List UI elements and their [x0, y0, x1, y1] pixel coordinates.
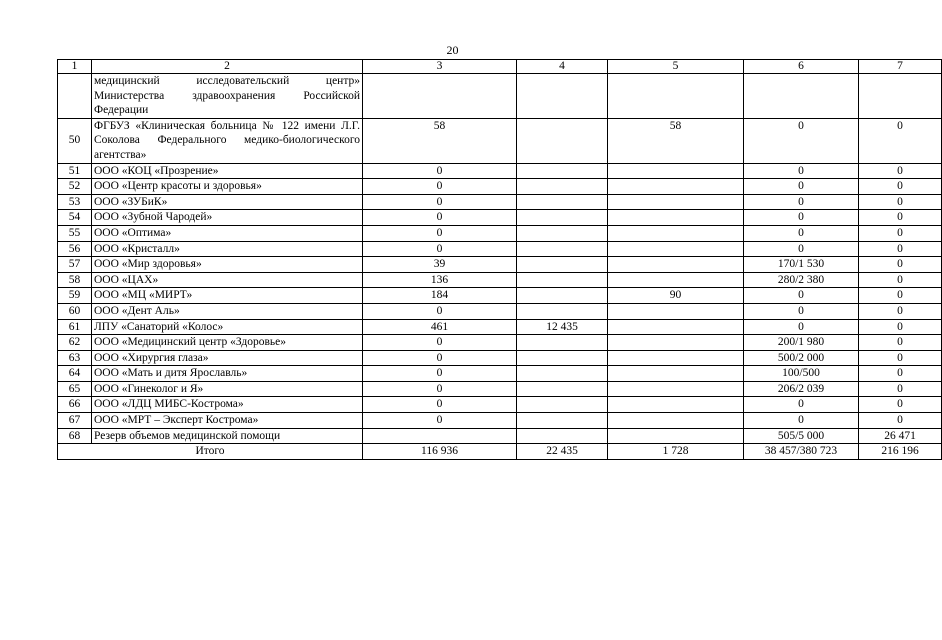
cell-col6: 0	[744, 210, 859, 226]
row-number: 54	[58, 210, 92, 226]
organization-name: ООО «Гинеколог и Я»	[92, 381, 363, 397]
cell-col3: 0	[363, 303, 517, 319]
row-number: 60	[58, 303, 92, 319]
table-row	[58, 350, 942, 366]
cell-col4	[517, 366, 608, 382]
cell-col5: 90	[608, 288, 744, 304]
cell-col4: 12 435	[517, 319, 608, 335]
cell-col5	[608, 257, 744, 273]
cell-col3	[363, 74, 517, 119]
cell-col3: 0	[363, 163, 517, 179]
cell-col4	[517, 350, 608, 366]
table-row	[58, 366, 942, 382]
cell-col5	[608, 179, 744, 195]
cell-col3: 39	[363, 257, 517, 273]
row-number: 58	[58, 272, 92, 288]
header-row	[58, 60, 942, 74]
cell-col5	[608, 74, 744, 119]
cell-col6: 505/5 000	[744, 428, 859, 444]
row-number: 53	[58, 194, 92, 210]
cell-col5	[608, 272, 744, 288]
cell-col4	[517, 257, 608, 273]
cell-col6: 206/2 039	[744, 381, 859, 397]
cell-col4	[517, 179, 608, 195]
cell-col5: 58	[608, 118, 744, 163]
cell-col7: 0	[859, 272, 942, 288]
cell-col4	[517, 413, 608, 429]
organization-name: Резерв объемов медицинской помощи	[92, 428, 363, 444]
cell-col3: 0	[363, 179, 517, 195]
row-number: 59	[58, 288, 92, 304]
cell-col3: 0	[363, 397, 517, 413]
cell-col6: 280/2 380	[744, 272, 859, 288]
cell-col7: 0	[859, 163, 942, 179]
organization-name: ООО «Медицинский центр «Здоровье»	[92, 335, 363, 351]
cell-col6: 170/1 530	[744, 257, 859, 273]
organization-name: ЛПУ «Санаторий «Колос»	[92, 319, 363, 335]
column-header: 2	[92, 60, 363, 74]
cell-col6: 100/500	[744, 366, 859, 382]
organization-name: медицинский исследовательский центр» Министерства здравоохранения Российской Федерации	[92, 74, 363, 119]
cell-col3: 58	[363, 118, 517, 163]
total-col5: 1 728	[608, 444, 744, 460]
cell-col5	[608, 225, 744, 241]
table-row	[58, 381, 942, 397]
cell-col5	[608, 413, 744, 429]
allocation-table	[57, 59, 942, 460]
organization-name: ООО «КОЦ «Прозрение»	[92, 163, 363, 179]
row-number: 61	[58, 319, 92, 335]
table-row	[58, 241, 942, 257]
cell-col4	[517, 163, 608, 179]
column-header: 3	[363, 60, 517, 74]
organization-name: ООО «Центр красоты и здоровья»	[92, 179, 363, 195]
cell-col4	[517, 74, 608, 119]
cell-col7: 26 471	[859, 428, 942, 444]
cell-col6: 0	[744, 241, 859, 257]
organization-name: ООО «Оптима»	[92, 225, 363, 241]
table-row	[58, 413, 942, 429]
column-header: 5	[608, 60, 744, 74]
cell-col5	[608, 381, 744, 397]
cell-col7: 0	[859, 288, 942, 304]
page-number: 20	[446, 43, 459, 57]
cell-col3	[363, 428, 517, 444]
cell-col5	[608, 241, 744, 257]
cell-col6: 0	[744, 397, 859, 413]
table-row	[58, 335, 942, 351]
cell-col3: 0	[363, 335, 517, 351]
cell-col7: 0	[859, 210, 942, 226]
row-number: 57	[58, 257, 92, 273]
cell-col7: 0	[859, 241, 942, 257]
cell-col4	[517, 288, 608, 304]
table-row	[58, 194, 942, 210]
total-col3: 116 936	[363, 444, 517, 460]
table-row	[58, 428, 942, 444]
cell-col3: 0	[363, 225, 517, 241]
cell-col3: 0	[363, 366, 517, 382]
cell-col5	[608, 319, 744, 335]
cell-col4	[517, 428, 608, 444]
row-number: 66	[58, 397, 92, 413]
organization-name: ООО «Хирургия глаза»	[92, 350, 363, 366]
cell-col6: 0	[744, 194, 859, 210]
organization-name: ООО «ЦАХ»	[92, 272, 363, 288]
row-number: 52	[58, 179, 92, 195]
cell-col5	[608, 303, 744, 319]
cell-col5	[608, 350, 744, 366]
cell-col7: 0	[859, 381, 942, 397]
table-row	[58, 303, 942, 319]
cell-col3: 0	[363, 210, 517, 226]
total-col4: 22 435	[517, 444, 608, 460]
cell-col4	[517, 210, 608, 226]
table-row	[58, 210, 942, 226]
table-row	[58, 74, 942, 119]
row-number: 62	[58, 335, 92, 351]
cell-col6	[744, 74, 859, 119]
organization-name: ФГБУЗ «Клиническая больница № 122 имени Л.Г. Соколова Федерального медико-биологического агентства»	[92, 118, 363, 163]
cell-col7: 0	[859, 350, 942, 366]
cell-col3: 461	[363, 319, 517, 335]
cell-col3: 0	[363, 350, 517, 366]
cell-col3: 136	[363, 272, 517, 288]
organization-name: ООО «МРТ – Эксперт Кострома»	[92, 413, 363, 429]
cell-col6: 0	[744, 163, 859, 179]
cell-col5	[608, 428, 744, 444]
cell-col6: 0	[744, 303, 859, 319]
table-row	[58, 257, 942, 273]
cell-col6: 0	[744, 179, 859, 195]
total-row	[58, 444, 942, 460]
cell-col5	[608, 335, 744, 351]
organization-name: ООО «Зубной Чародей»	[92, 210, 363, 226]
table-row	[58, 319, 942, 335]
total-col7: 216 196	[859, 444, 942, 460]
cell-col7: 0	[859, 303, 942, 319]
column-header: 4	[517, 60, 608, 74]
column-header: 6	[744, 60, 859, 74]
cell-col3: 0	[363, 241, 517, 257]
cell-col7: 0	[859, 194, 942, 210]
cell-col4	[517, 397, 608, 413]
cell-col5	[608, 194, 744, 210]
organization-name: ООО «ЛДЦ МИБС-Кострома»	[92, 397, 363, 413]
cell-col3: 0	[363, 381, 517, 397]
cell-col7	[859, 74, 942, 119]
cell-col7: 0	[859, 413, 942, 429]
cell-col7: 0	[859, 397, 942, 413]
cell-col6: 0	[744, 225, 859, 241]
table-row	[58, 225, 942, 241]
total-col6: 38 457/380 723	[744, 444, 859, 460]
row-number: 56	[58, 241, 92, 257]
cell-col4	[517, 241, 608, 257]
cell-col5	[608, 366, 744, 382]
table-row	[58, 397, 942, 413]
cell-col6: 0	[744, 319, 859, 335]
table-row	[58, 179, 942, 195]
cell-col7: 0	[859, 366, 942, 382]
table-row	[58, 288, 942, 304]
table-row	[58, 118, 942, 163]
organization-name: ООО «МЦ «МИРТ»	[92, 288, 363, 304]
cell-col4	[517, 303, 608, 319]
column-header: 1	[58, 60, 92, 74]
organization-name: ООО «Мир здоровья»	[92, 257, 363, 273]
row-number: 67	[58, 413, 92, 429]
row-number: 64	[58, 366, 92, 382]
row-number: 55	[58, 225, 92, 241]
column-header: 7	[859, 60, 942, 74]
cell-col4	[517, 381, 608, 397]
row-number: 63	[58, 350, 92, 366]
total-label: Итого	[58, 444, 363, 460]
cell-col5	[608, 163, 744, 179]
cell-col5	[608, 210, 744, 226]
cell-col4	[517, 194, 608, 210]
organization-name: ООО «Кристалл»	[92, 241, 363, 257]
cell-col4	[517, 118, 608, 163]
organization-name: ООО «Мать и дитя Ярославль»	[92, 366, 363, 382]
cell-col3: 0	[363, 413, 517, 429]
cell-col3: 0	[363, 194, 517, 210]
row-number	[58, 74, 92, 119]
cell-col6: 200/1 980	[744, 335, 859, 351]
cell-col6: 0	[744, 413, 859, 429]
row-number: 50	[58, 118, 92, 163]
cell-col4	[517, 225, 608, 241]
organization-name: ООО «Дент Аль»	[92, 303, 363, 319]
cell-col7: 0	[859, 118, 942, 163]
table-row	[58, 163, 942, 179]
cell-col4	[517, 272, 608, 288]
cell-col7: 0	[859, 257, 942, 273]
cell-col3: 184	[363, 288, 517, 304]
row-number: 68	[58, 428, 92, 444]
table-row	[58, 272, 942, 288]
cell-col6: 0	[744, 288, 859, 304]
cell-col6: 500/2 000	[744, 350, 859, 366]
row-number: 51	[58, 163, 92, 179]
cell-col7: 0	[859, 335, 942, 351]
organization-name: ООО «ЗУБиК»	[92, 194, 363, 210]
cell-col7: 0	[859, 179, 942, 195]
cell-col4	[517, 335, 608, 351]
row-number: 65	[58, 381, 92, 397]
cell-col7: 0	[859, 225, 942, 241]
cell-col6: 0	[744, 118, 859, 163]
cell-col5	[608, 397, 744, 413]
cell-col7: 0	[859, 319, 942, 335]
